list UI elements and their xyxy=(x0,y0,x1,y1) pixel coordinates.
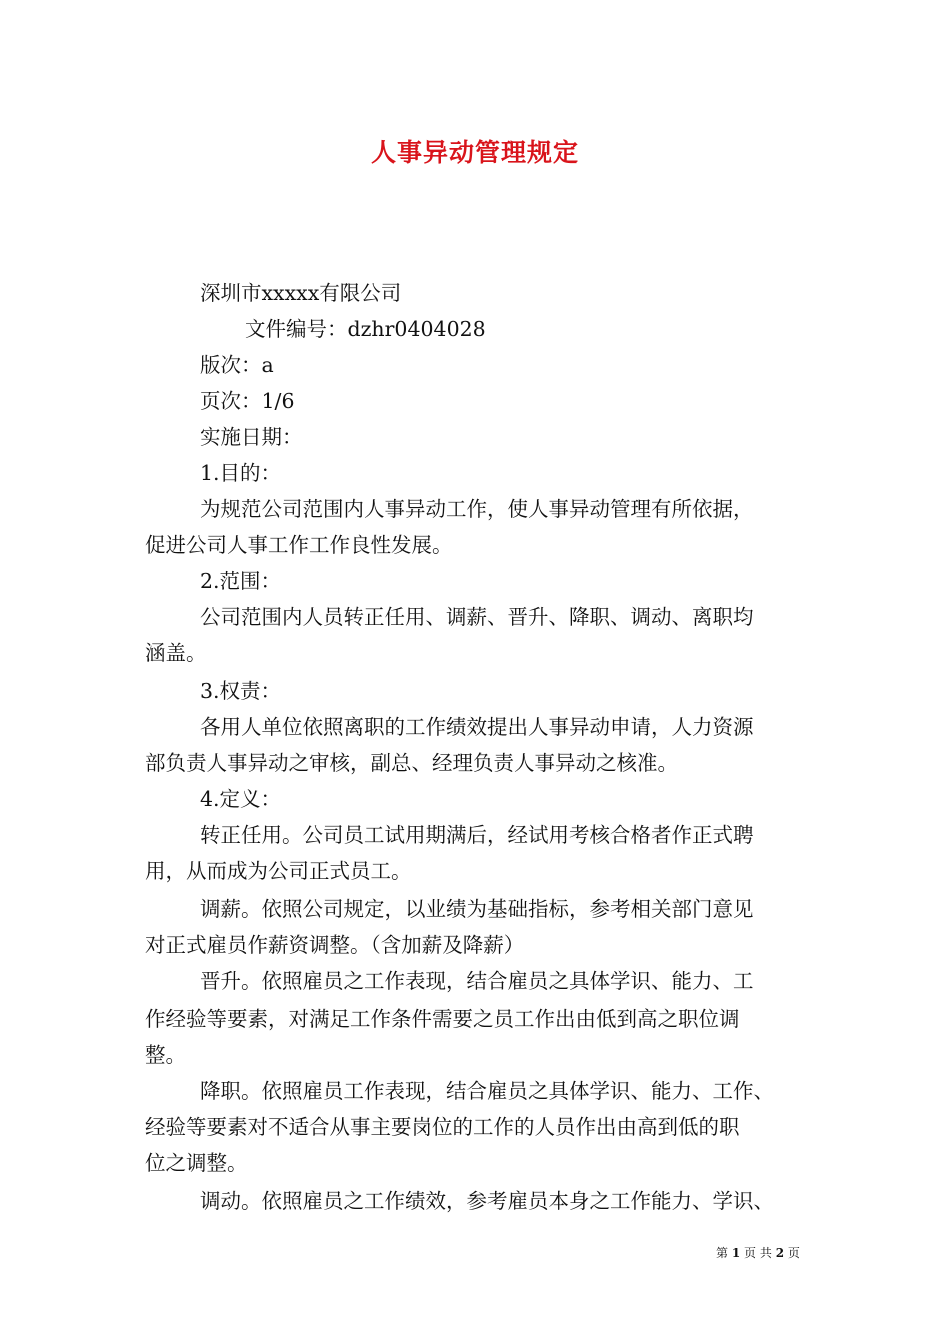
paragraph-line: 促进公司人事工作工作良性发展。 xyxy=(145,533,453,557)
version-line: 版次：a xyxy=(200,353,274,377)
paragraph-line: 转正任用。公司员工试用期满后，经试用考核合格者作正式聘 xyxy=(200,823,754,847)
document-number: 文件编号：dzhr0404028 xyxy=(245,317,486,341)
paragraph-line: 晋升。依照雇员之工作表现，结合雇员之具体学识、能力、工 xyxy=(200,969,754,993)
footer-prefix: 第 xyxy=(716,1246,729,1260)
section-heading-definitions: 4.定义： xyxy=(200,787,282,811)
paragraph-line: 调动。依照雇员之工作绩效，参考雇员本身之工作能力、学识、 xyxy=(200,1189,774,1213)
paragraph-line: 为规范公司范围内人事异动工作，使人事异动管理有所依据， xyxy=(200,497,754,521)
effective-date-line: 实施日期： xyxy=(200,425,303,449)
paragraph-line: 对正式雇员作薪资调整。（含加薪及降薪） xyxy=(145,933,525,957)
paragraph-line: 用，从而成为公司正式员工。 xyxy=(145,859,412,883)
paragraph-line: 涵盖。 xyxy=(145,641,207,665)
footer-suffix: 页 xyxy=(787,1246,800,1260)
footer-current-page: 1 xyxy=(731,1246,741,1260)
paragraph-line: 经验等要素对不适合从事主要岗位的工作的人员作出由高到低的职 xyxy=(145,1115,740,1139)
page-footer xyxy=(716,1247,800,1259)
section-heading-scope: 2.范围： xyxy=(200,569,282,593)
paragraph-line: 位之调整。 xyxy=(145,1151,248,1175)
paragraph-line: 降职。依照雇员工作表现，结合雇员之具体学识、能力、工作、 xyxy=(200,1079,774,1103)
page-count-line: 页次：1/6 xyxy=(200,389,295,413)
footer-middle: 页 共 xyxy=(744,1246,772,1260)
paragraph-line: 整。 xyxy=(145,1043,186,1067)
footer-total-pages: 2 xyxy=(775,1246,785,1260)
company-name: 深圳市xxxxx有限公司 xyxy=(200,281,402,305)
paragraph-line: 作经验等要素，对满足工作条件需要之员工作出由低到高之职位调 xyxy=(145,1007,740,1031)
paragraph-line: 部负责人事异动之审核，副总、经理负责人事异动之核准。 xyxy=(145,751,678,775)
paragraph-line: 公司范围内人员转正任用、调薪、晋升、降职、调动、离职均 xyxy=(200,605,754,629)
section-heading-duty: 3.权责： xyxy=(200,679,282,703)
document-title: 人事异动管理规定 xyxy=(370,138,579,167)
paragraph-line: 调薪。依照公司规定，以业绩为基础指标，参考相关部门意见 xyxy=(200,897,754,921)
section-heading-purpose: 1.目的： xyxy=(200,461,282,485)
paragraph-line: 各用人单位依照离职的工作绩效提出人事异动申请，人力资源 xyxy=(200,715,754,739)
